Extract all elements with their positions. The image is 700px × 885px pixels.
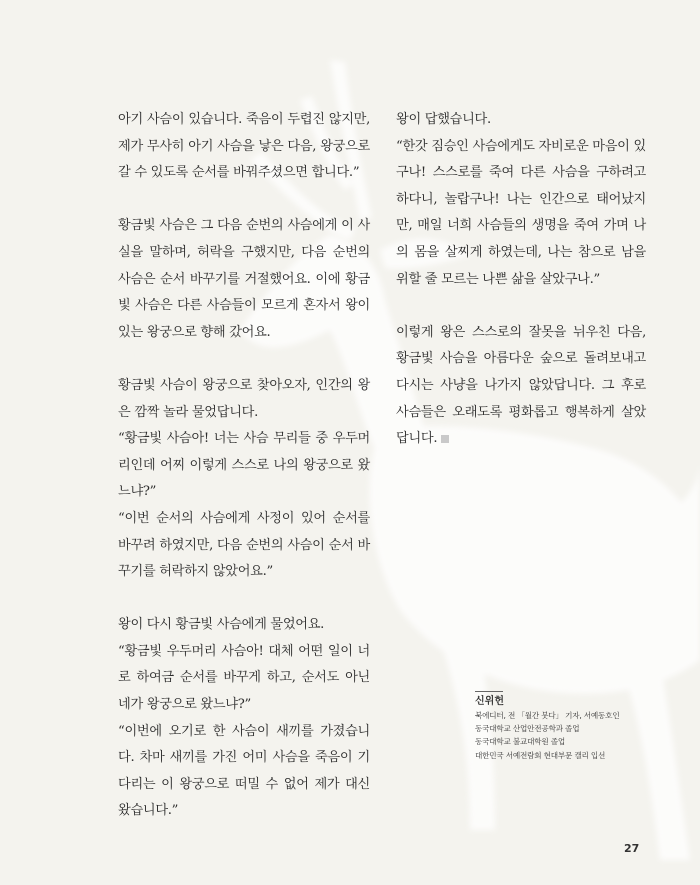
dialogue-line: “이번에 오기로 한 사슴이 새끼를 가졌습니다. 차마 새끼를 가진 어미 사슴을 죽음이 기다리는 이 왕궁으로 떠밀 수 없어 제가 대신 왔습니다.” [118, 723, 370, 819]
dialogue-line: “한갓 짐승인 사슴에게도 자비로운 마음이 있구나! 스스로를 죽여 다른 사슴을 구하려고 하다니, 놀랍구나! 나는 인간으로 태어났지만, 매일 너희 사슴들의 생명을 죽여 가며 나의 몸을 살찌게 하였는데, 나는 참으로 남을 위할 줄 모르는 나쁜 삶을 살았구나.” [396, 138, 646, 287]
paragraph: 아기 사슴이 있습니다. 죽음이 두렵진 않지만, 제가 무사히 아기 사슴을 낳은 다음, 왕궁으로 갈 수 있도록 순서를 바꿔주셨으면 합니다.” [118, 112, 370, 181]
paragraph: 왕이 답했습니다. [396, 112, 491, 127]
right-text-column [396, 107, 646, 453]
paragraph: 왕이 다시 황금빛 사슴에게 물었어요. [118, 617, 325, 633]
final-paragraph-text: 이렇게 왕은 스스로의 잘못을 뉘우친 다음, 황금빛 사슴을 아름다운 숲으로 돌려보내고 다시는 사냥을 나가지 않았답니다. 그 후로 사슴들은 오래도록 평화롭고 행복하게 살았답니다. [396, 324, 646, 447]
paragraph: 황금빛 사슴이 왕궁으로 찾아오자, 인간의 왕은 깜짝 놀라 물었답니다. [118, 377, 370, 420]
bio-line: 동국대학교 불교대학원 졸업 [475, 737, 566, 747]
bio-line: 북에디터, 전 「월간 붓다」 기자, 서예동호인 [475, 711, 620, 720]
bio-line: 대한민국 서예전람회 현대부문 캘리 입선 [475, 750, 606, 760]
author-name: 신위헌 [475, 696, 504, 707]
author-bio [475, 691, 675, 762]
bio-line: 동국대학교 산업안전공학과 졸업 [475, 724, 580, 734]
end-mark-icon [441, 435, 449, 443]
dialogue-line: “황금빛 우두머리 사슴아! 대체 어떤 일이 너로 하여금 순서를 바꾸게 하고, 순서도 아닌 네가 왕궁으로 왔느냐?” [118, 643, 370, 713]
bio-divider [475, 691, 503, 692]
page-number: 27 [624, 842, 640, 855]
paragraph: 황금빛 사슴은 그 다음 순번의 사슴에게 이 사실을 말하며, 허락을 구했지만, 다음 순번의 사슴은 순서 바꾸기를 거절했어요. 이에 황금빛 사슴은 다른 사슴들이 모르게 혼자서 왕이 있는 왕궁으로 향해 갔어요. [118, 218, 370, 340]
paragraph [396, 320, 646, 453]
dialogue-line: “황금빛 사슴아! 너는 사슴 무리들 중 우두머리인데 어찌 이렇게 스스로 나의 왕궁으로 왔느냐?” [118, 431, 370, 500]
dialogue-line: “이번 순서의 사슴에게 사정이 있어 순서를 바꾸려 하였지만, 다음 순번의 사슴이 순서 바꾸기를 허락하지 않았어요.” [118, 510, 370, 580]
left-text-column [118, 107, 370, 825]
